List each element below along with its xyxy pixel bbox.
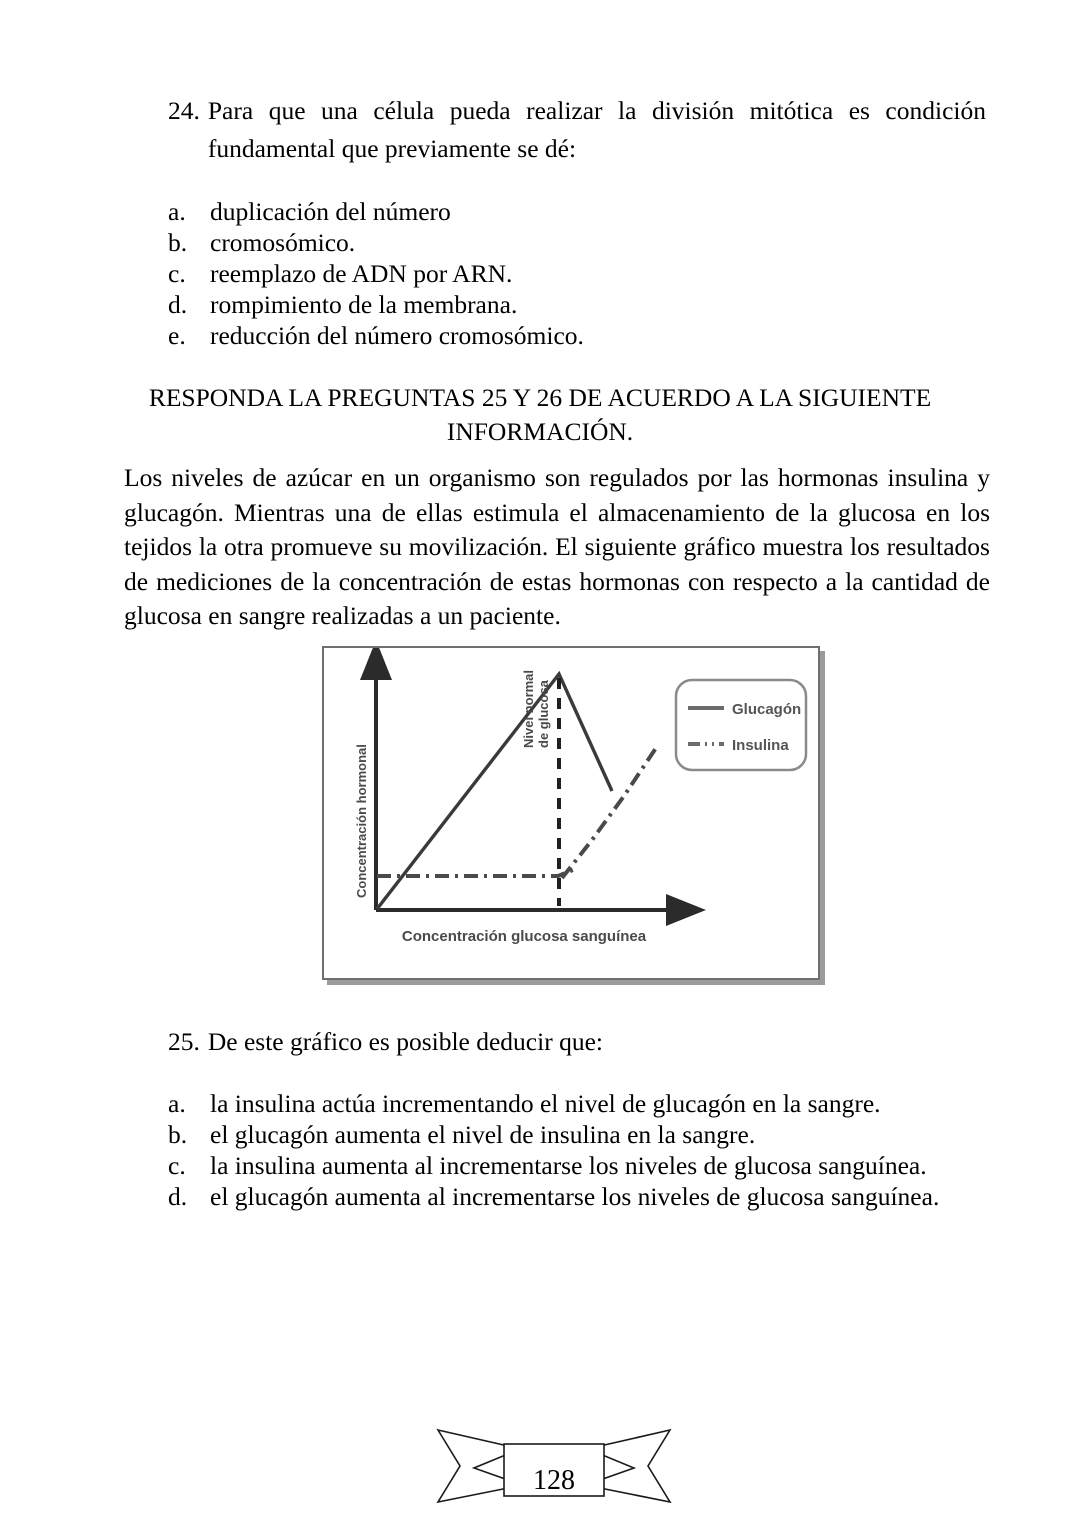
option-letter: a. xyxy=(168,197,186,226)
hormone-concentration-chart xyxy=(324,648,818,978)
option-text: reemplazo de ADN por ARN. xyxy=(210,259,513,288)
ribbon-right-tail xyxy=(600,1430,670,1502)
question-24-stem-row xyxy=(168,92,986,168)
normal-level-annotation-line-2: de glucosa xyxy=(536,680,551,748)
series-glucagon-line xyxy=(377,674,612,909)
legend-box xyxy=(676,680,806,770)
series-insulina-rise xyxy=(562,748,656,878)
page-footer-ribbon xyxy=(436,1424,672,1510)
option-row[interactable] xyxy=(168,1119,998,1150)
passage-paragraph: Los niveles de azúcar en un organismo son regulados por las hormonas insulina y glucagón. Mientras una de ellas estimula el almacenamiento de la glucosa en los tejidos la otra promueve su movilización. El siguiente gráfico muestra los resultados de mediciones de la concentración de estas hormonas con respecto a la cantidad de glucosa en sangre realizadas a un paciente. xyxy=(124,463,990,630)
option-letter: d. xyxy=(168,1182,188,1211)
option-letter: e. xyxy=(168,321,186,350)
ribbon-graphic xyxy=(436,1424,672,1510)
question-25-stem: De este gráfico es posible deducir que: xyxy=(207,1027,603,1056)
option-letter: c. xyxy=(168,259,186,288)
instruction-line-2: INFORMACIÓN. xyxy=(446,417,634,446)
option-row[interactable] xyxy=(168,1181,998,1212)
question-25-block xyxy=(168,1023,986,1061)
normal-level-annotation-line-1: Nivel normal xyxy=(521,669,536,748)
option-text: el glucagón aumenta el nivel de insulina en la sangre. xyxy=(210,1120,756,1149)
instruction-line-1: RESPONDA LA PREGUNTAS 25 Y 26 DE ACUERDO A LA SIGUIENTE xyxy=(148,383,932,412)
question-24-options xyxy=(168,196,998,351)
ribbon-center-plate xyxy=(504,1444,604,1496)
option-letter: a. xyxy=(168,1089,186,1118)
figure-frame xyxy=(322,646,820,980)
x-axis-title: Concentración glucosa sanguínea xyxy=(401,928,647,945)
option-text: cromosómico. xyxy=(210,228,356,257)
y-axis-title: Concentración hormonal xyxy=(354,744,369,898)
option-text: el glucagón aumenta al incrementarse los niveles de glucosa sanguínea. xyxy=(210,1182,940,1211)
legend-label-insulina: Insulina xyxy=(732,737,789,754)
option-letter: d. xyxy=(168,290,188,319)
question-24-number: 24. xyxy=(168,96,200,125)
option-text: reducción del número cromosómico. xyxy=(210,321,584,350)
option-row[interactable] xyxy=(168,1150,998,1181)
option-text: la insulina actúa incrementando el nivel de glucagón en la sangre. xyxy=(210,1089,881,1118)
option-row[interactable] xyxy=(168,289,998,320)
option-text: la insulina aumenta al incrementarse los niveles de glucosa sanguínea. xyxy=(210,1151,927,1180)
question-24-block xyxy=(168,92,986,168)
option-text: duplicación del número xyxy=(210,197,451,226)
option-letter: b. xyxy=(168,228,188,257)
option-text: rompimiento de la membrana. xyxy=(210,290,518,319)
page-number: 128 xyxy=(533,1465,575,1496)
figure-container xyxy=(322,646,820,980)
question-24-stem: Para que una célula pueda realizar la división mitótica es condición fundamental que previamente se dé: xyxy=(207,96,986,163)
legend-label-glucagon: Glucagón xyxy=(732,701,802,718)
option-row[interactable] xyxy=(168,227,998,258)
question-25-options xyxy=(168,1088,998,1212)
option-letter: c. xyxy=(168,1151,186,1180)
option-row[interactable] xyxy=(168,320,998,351)
option-row[interactable] xyxy=(168,1088,998,1119)
ribbon-left-tail xyxy=(438,1430,508,1502)
question-25-number: 25. xyxy=(168,1027,200,1056)
option-row[interactable] xyxy=(168,258,998,289)
option-letter: b. xyxy=(168,1120,188,1149)
option-row[interactable] xyxy=(168,196,998,227)
instruction-heading xyxy=(120,381,960,449)
